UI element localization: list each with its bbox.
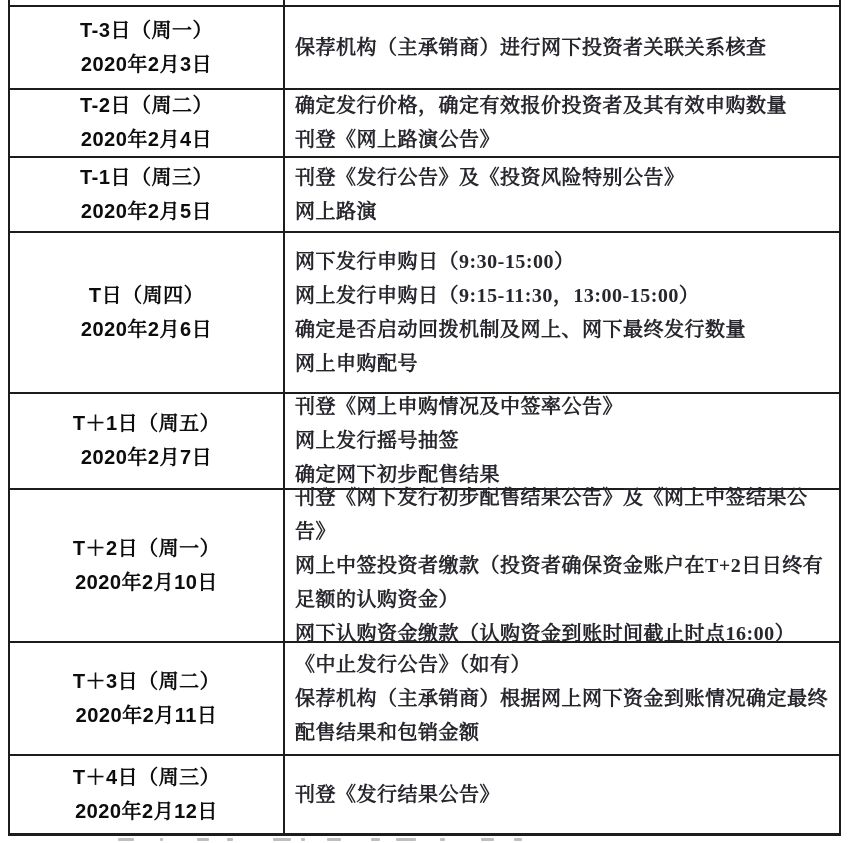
day-cell [10, 490, 285, 641]
event-line: 网上中签投资者缴款（投资者确保资金账户在T+2日日终有足额的认购资金） [295, 554, 824, 611]
event-line: 确定网下初步配售结果 [295, 464, 500, 486]
table-row [10, 158, 839, 233]
day-label: T-1日（周三） [80, 166, 213, 189]
events-cell [285, 158, 839, 231]
event-line: 保荐机构（主承销商）进行网下投资者关联关系核查 [295, 36, 767, 59]
date-label: 2020年2月3日 [80, 53, 213, 76]
event-line: 网下发行申购日（9:30-15:00） [295, 250, 575, 273]
table-row [10, 233, 839, 394]
day-label: T-2日（周二） [80, 95, 213, 117]
day-cell [10, 0, 285, 5]
event-line: 网上路演 [295, 200, 377, 223]
date-label: 2020年2月6日 [80, 318, 213, 341]
day-cell [10, 90, 285, 156]
event-line: 网下认购资金缴款（认购资金到账时间截止时点16:00） [295, 622, 796, 645]
cropped-text-remnant [118, 838, 522, 842]
events-cell [285, 90, 839, 156]
events-cell [285, 0, 839, 5]
event-line: 确定是否启动回拨机制及网上、网下最终发行数量 [295, 318, 746, 341]
table-row [10, 7, 839, 90]
date-label: 2020年2月12日 [75, 800, 218, 823]
day-label: T-3日（周一） [80, 19, 213, 42]
events-cell [285, 756, 839, 833]
day-cell [10, 643, 285, 754]
event-line: 刊登《网下发行初步配售结果公告》及《网上中签结果公告》 [295, 486, 808, 543]
table-row-cropped-top [10, 0, 839, 7]
event-line: 刊登《发行公告》及《投资风险特别公告》 [295, 166, 685, 189]
table-row [10, 643, 839, 756]
day-label: T日（周四） [88, 284, 205, 307]
event-line: 网上发行申购日（9:15-11:30，13:00-15:00） [295, 284, 700, 307]
events-cell [285, 394, 839, 488]
date-label: 2020年2月4日 [80, 129, 213, 151]
table-row [10, 90, 839, 158]
event-line: 网上发行摇号抽签 [295, 430, 459, 452]
table-row [10, 756, 839, 833]
event-line: 《中止发行公告》（如有） [295, 653, 531, 676]
event-line: 网上申购配号 [295, 352, 418, 375]
event-line: 刊登《网上申购情况及中签率公告》 [295, 396, 623, 418]
issuance-schedule-table [8, 0, 841, 836]
day-label: T＋2日（周一） [72, 537, 221, 560]
day-cell [10, 756, 285, 833]
day-cell [10, 233, 285, 392]
day-label: T＋3日（周二） [72, 670, 221, 693]
event-line: 刊登《网上路演公告》 [295, 129, 500, 151]
event-line: 刊登《发行结果公告》 [295, 783, 500, 806]
events-cell [285, 233, 839, 392]
event-line: 保荐机构（主承销商）根据网上网下资金到账情况确定最终配售结果和包销金额 [295, 687, 828, 744]
day-label: T＋4日（周三） [72, 766, 221, 789]
date-label: 2020年2月7日 [80, 447, 213, 469]
day-cell [10, 7, 285, 88]
date-label: 2020年2月10日 [75, 571, 218, 594]
table-row [10, 394, 839, 490]
events-cell [285, 7, 839, 88]
day-cell [10, 158, 285, 231]
date-label: 2020年2月11日 [75, 704, 218, 727]
date-label: 2020年2月5日 [80, 200, 213, 223]
table-row [10, 486, 839, 645]
events-cell [285, 486, 839, 645]
day-cell [10, 394, 285, 488]
events-cell [285, 643, 839, 754]
event-line: 确定发行价格，确定有效报价投资者及其有效申购数量 [295, 95, 787, 117]
day-label: T＋1日（周五） [72, 413, 221, 435]
